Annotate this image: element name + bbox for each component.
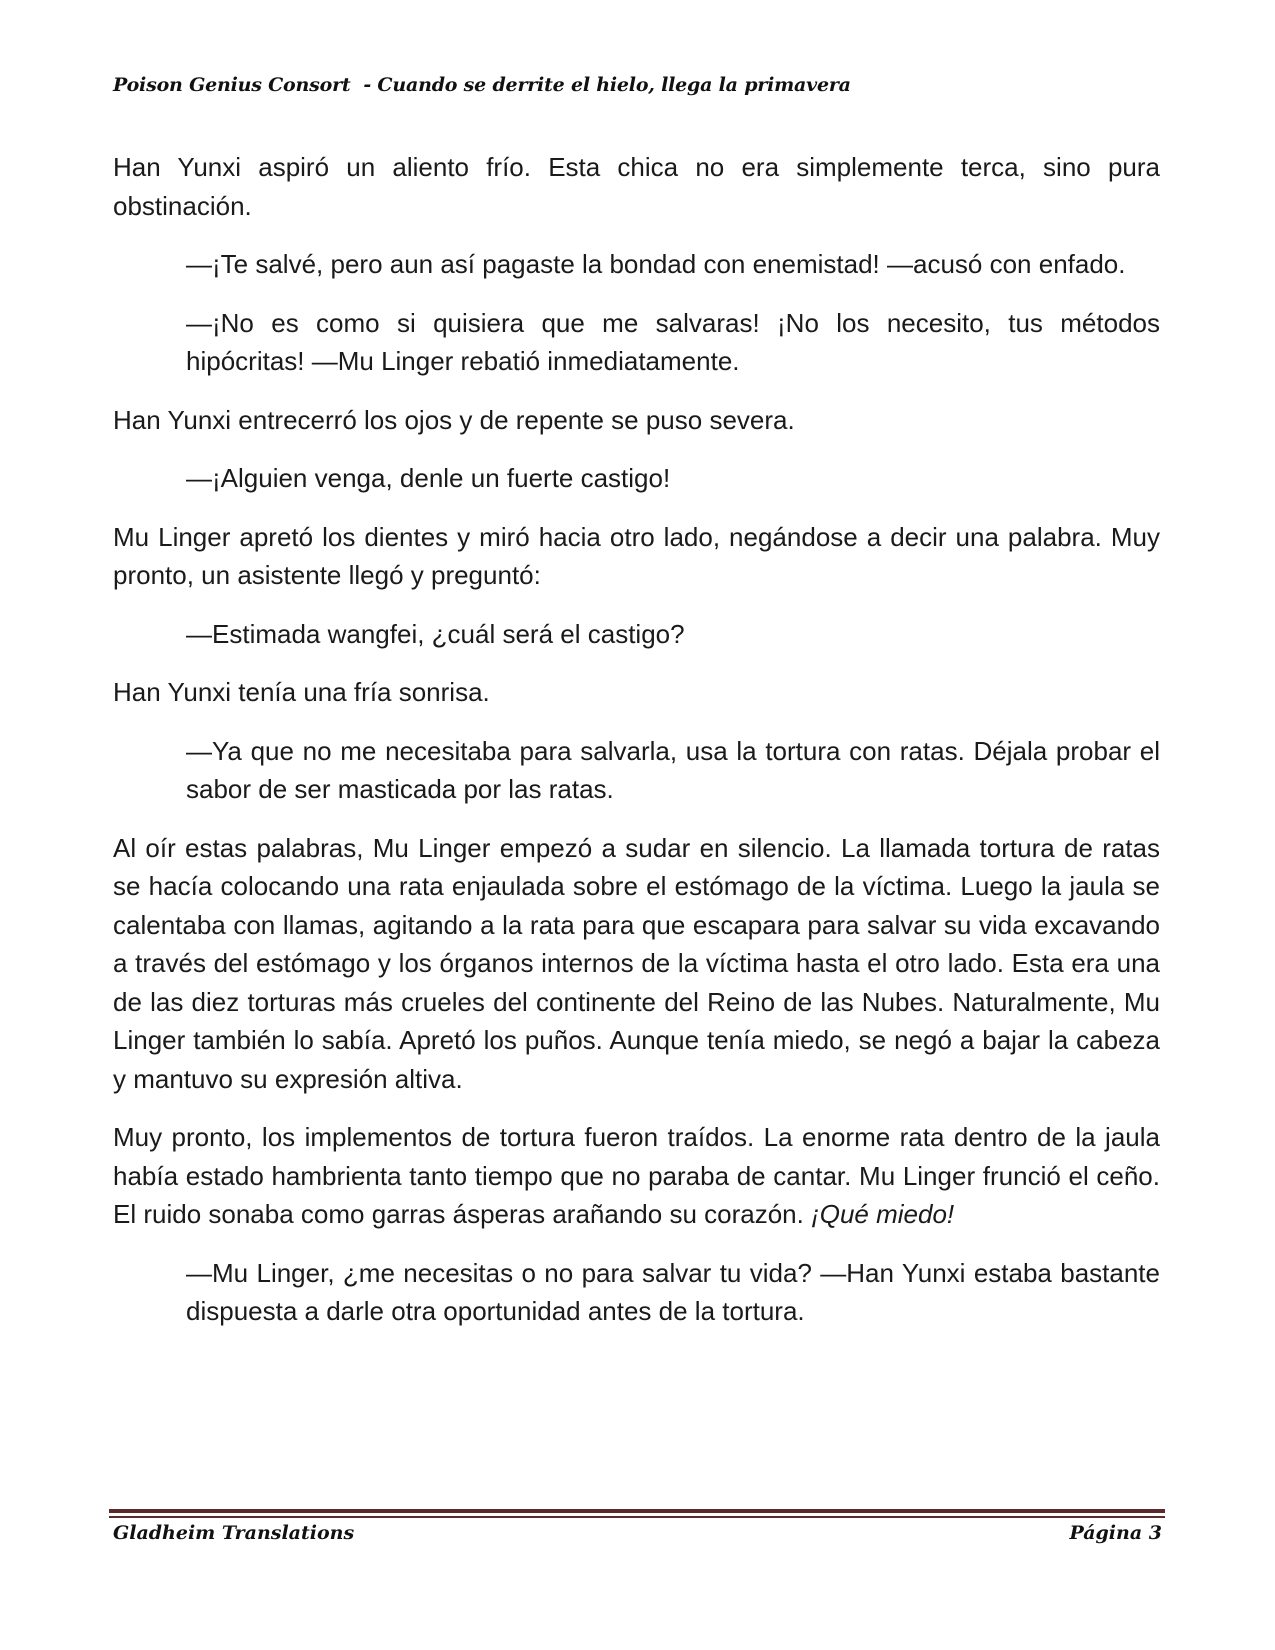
footer-page-number: Página 3 — [1069, 1522, 1162, 1544]
paragraph-5: Al oír estas palabras, Mu Linger empezó a sudar en silencio. La llamada tortura de ratas se hacía colocando una rata enjaulada sobre el estómago de la víctima. Luego la jaula se calentaba con llamas, agitando a la rata para que escapara para salvar su vida excavando a través del estómago y los órganos internos de la víctima hasta el otro lado. Esta era una de las diez torturas más crueles del continente del Reino de las Nubes. Naturalmente, Mu Linger también lo sabía. Apretó los puños. Aunque tenía miedo, se negó a bajar la cabeza y mantuvo su expresión altiva. — [113, 832, 1160, 1094]
footer-rule-thin — [109, 1516, 1165, 1518]
footer-rule — [109, 1509, 1165, 1519]
footer-publisher: Gladheim Translations — [113, 1522, 355, 1544]
paragraph-6-text: Muy pronto, los implementos de tortura fueron traídos. La enorme rata dentro de la jaula había estado hambrienta tanto tiempo que no paraba de cantar. Mu Linger frunció el ceño. El ruido sonaba como garras ásperas arañando su corazón. — [113, 1122, 1160, 1229]
dialog-line-6: —Mu Linger, ¿me necesitas o no para salvar tu vida? —Han Yunxi estaba bastante dispuesta a darle otra oportunidad antes de la tortura. — [186, 1257, 1160, 1326]
paragraph-6-italic: ¡Qué miedo! — [811, 1199, 955, 1229]
dialog-line-5: —Ya que no me necesitaba para salvarla, usa la tortura con ratas. Déjala probar el sabor de ser masticada por las ratas. — [186, 735, 1160, 804]
dialog-line-2: —¡No es como si quisiera que me salvaras! ¡No los necesito, tus métodos hipócritas! —Mu Linger rebatió inmediatamente. — [186, 307, 1160, 376]
paragraph-3: Mu Linger apretó los dientes y miró hacia otro lado, negándose a decir una palabra. Muy pronto, un asistente llegó y preguntó: — [113, 521, 1160, 590]
paragraph-6 — [113, 1118, 1160, 1234]
footer-rule-thick — [109, 1509, 1165, 1513]
paragraph-1: Han Yunxi aspiró un aliento frío. Esta chica no era simplemente terca, sino pura obstinación. — [113, 152, 1160, 221]
dialog-line-1: —¡Te salvé, pero aun así pagaste la bondad con enemistad! —acusó con enfado. — [186, 249, 1126, 279]
paragraph-2: Han Yunxi entrecerró los ojos y de repente se puso severa. — [113, 404, 795, 435]
document-body — [113, 148, 1160, 1351]
dialog-line-3: —¡Alguien venga, denle un fuerte castigo! — [186, 463, 671, 493]
page-header-title: Poison Genius Consort - Cuando se derrite el hielo, llega la primavera — [113, 74, 851, 96]
dialog-line-4: —Estimada wangfei, ¿cuál será el castigo? — [186, 618, 685, 649]
paragraph-4: Han Yunxi tenía una fría sonrisa. — [113, 677, 490, 707]
